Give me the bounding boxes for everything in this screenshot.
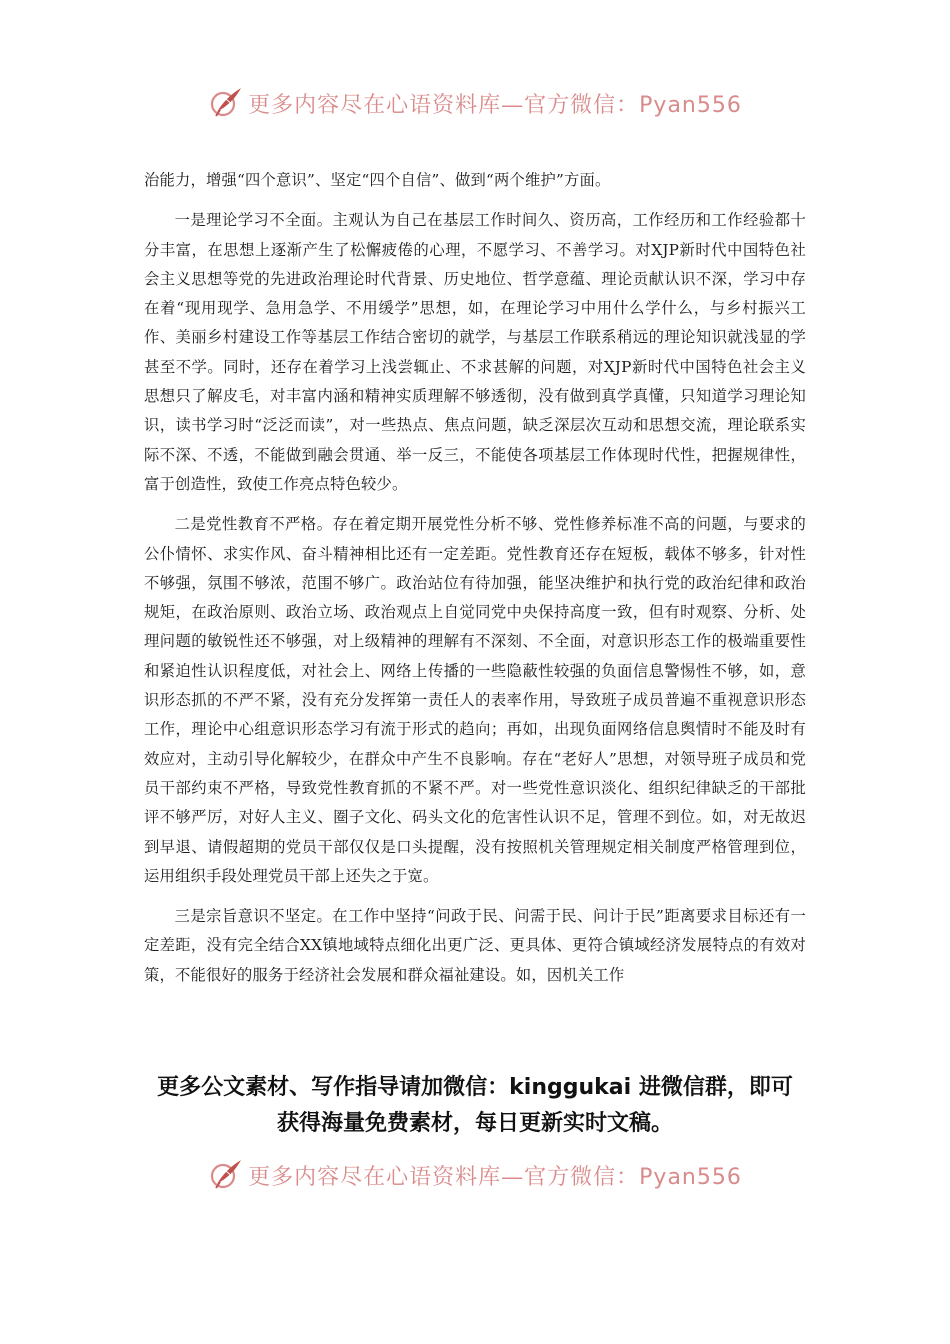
paragraph-party-education: 二是党性教育不严格。存在着定期开展党性分析不够、党性修养标准不高的问题，与要求的公仆情怀、求实作风、奋斗精神相比还有一定差距。党性教育还存在短板，载体不够多，针对性不够强，氛围不够浓，范围不够广。政治站位有待加强，能坚决维护和执行党的政治纪律和政治规矩，在政治原则、政治立场、政治观点上自觉同党中央保持高度一致，但有时观察、分析、处理问题的敏锐性还不够强，对上级精神的理解有不深刻、不全面，对意识形态工作的极端重要性和紧迫性认识程度低，对社会上、网络上传播的一些隐蔽性较强的负面信息警惕性不够，如，意识形态抓的不严不紧，没有充分发挥第一责任人的表率作用，导致班子成员普遍不重视意识形态工作，理论中心组意识形态学习有流于形式的趋向；再如，出现负面网络信息舆情时不能及时有效应对，主动引导化解较少，在群众中产生不良影响。存在“老好人”思想，对领导班子成员和党员干部约束不严格，导致党性教育抓的不紧不严。对一些党性意识淡化、组织纪律缺乏的干部批评不够严厉，对好人主义、圈子文化、码头文化的危害性认识不足，管理不到位。如，对无故迟到早退、请假超期的党员干部仅仅是口头提醒，没有按照机关管理规定相关制度严格管理到位，运用组织手段处理党员干部上还失之于宽。 (144, 515, 806, 885)
paragraph-theory-study: 一是理论学习不全面。主观认为自己在基层工作时间久、资历高，工作经历和工作经验都十分丰富，在思想上逐渐产生了松懈疲倦的心理，不愿学习、不善学习。对XJP新时代中国特色社会主义思想等党的先进政治理论时代背景、历史地位、哲学意蕴、理论贡献认识不深，学习中存在着“现用现学、急用急学、不用缓学”思想，如，在理论学习中用什么学什么，与乡村振兴工作、美丽乡村建设工作等基层工作结合密切的就学，与基层工作联系稍远的理论知识就浅显的学甚至不学。同时，还存在着学习上浅尝辄止、不求甚解的问题，对XJP新时代中国特色社会主义思想只了解皮毛，对丰富内涵和精神实质理解不够透彻，没有做到真学真懂，只知道学习理论知识，读书学习时“泛泛而读”，对一些热点、焦点问题，缺乏深层次互动和思想交流，理论联系实际不深、不透，不能做到融会贯通、举一反三，不能使各项基层工作体现时代性，把握规律性，富于创造性，致使工作亮点特色较少。 (144, 211, 806, 493)
quill-pen-logo-icon (208, 85, 244, 121)
document-body (144, 166, 806, 990)
continuation-paragraph: 治能力，增强“四个意识”、坚定“四个自信”、做到“两个维护”方面。 (144, 171, 611, 189)
watermark-wechat-id: Pyan556 (639, 92, 742, 118)
promo-line-2: 获得海量免费素材，每日更新实时文稿。 (276, 1111, 673, 1136)
footer-watermark (0, 1150, 950, 1200)
promo-line-1: 更多公文素材、写作指导请加微信：kinggukai 进微信群，即可 (157, 1075, 793, 1100)
header-watermark (0, 78, 950, 128)
paragraph-purpose-awareness: 三是宗旨意识不坚定。在工作中坚持“问政于民、问需于民、问计于民”距离要求目标还有一定差距，没有完全结合XX镇地域特点细化出更广泛、更具体、更符合镇域经济发展特点的有效对策，不能很好的服务于经济社会发展和群众福祉建设。如，因机关工作 (144, 907, 806, 984)
watermark-text: 更多内容尽在心语资料库—官方微信：Pyan556 (248, 1164, 742, 1190)
quill-pen-logo-icon (208, 1157, 244, 1193)
watermark-text: 更多内容尽在心语资料库—官方微信：Pyan556 (248, 92, 742, 118)
promo-notice (100, 1070, 850, 1142)
watermark-wechat-id: Pyan556 (639, 1164, 742, 1190)
